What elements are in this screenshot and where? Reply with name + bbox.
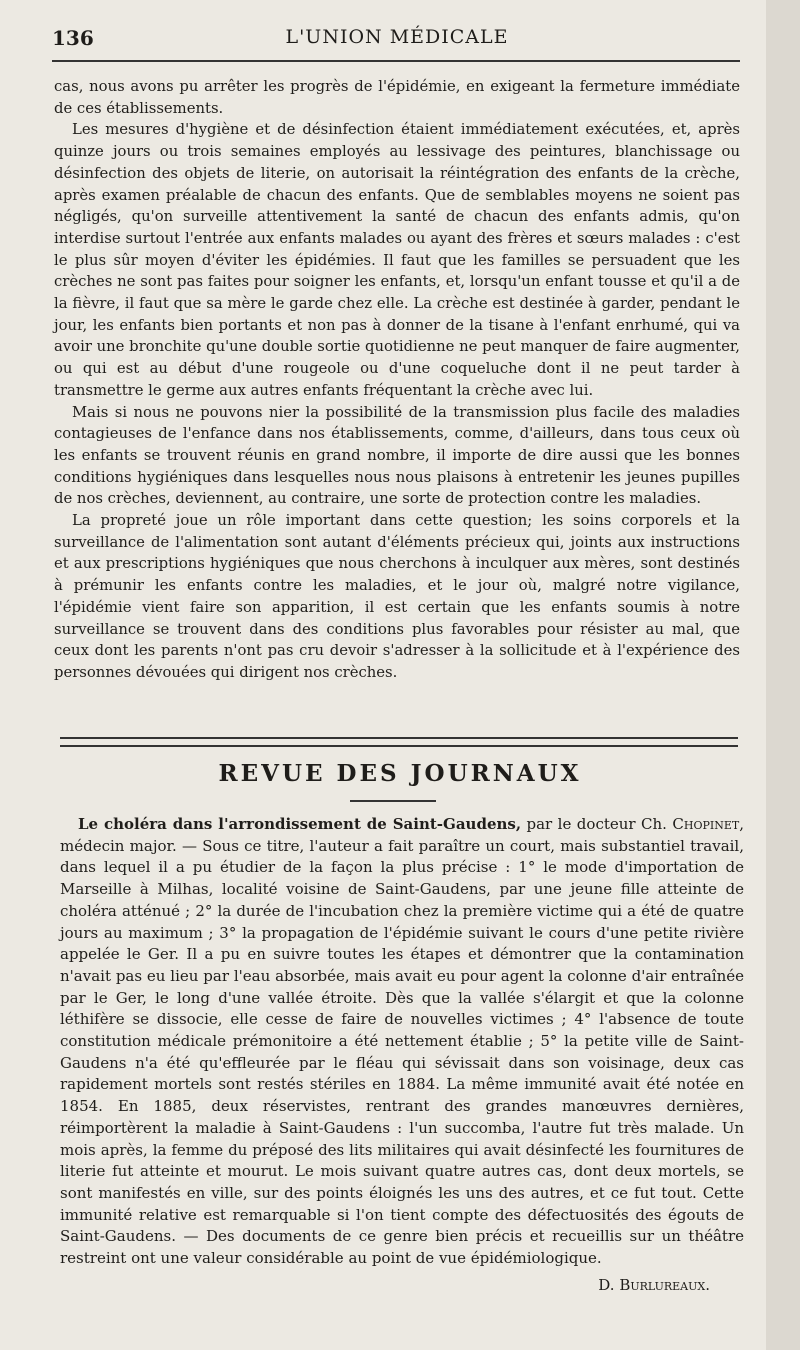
journal-review — [60, 814, 744, 1270]
running-head — [52, 22, 742, 52]
article-body — [54, 76, 740, 684]
review-paragraph — [60, 814, 744, 1270]
review-body: , médecin major. — Sous ce titre, l'auteur a fait paraître un court, mais substantiel travail, dans lequel il a pu étudier de la façon la plus précise : 1° le mode d'importation de Marseille à Milhas, localité voisine de Saint-Gaudens, par une jeune fille atteinte de choléra atténué ; 2° la durée de l'incubation chez la première victime qui a été de quatre jours au maximum ; 3° la propagation de l'épidémie suivant le cours d'une petite rivière appelée le Ger. Il a pu en suivre toutes les étapes et démontrer que la contamination n'avait pas eu lieu par l'eau absorbée, mais avait eu pour agent la colonne d'air entraînée par le Ger, le long d'une vallée étroite. Dès que la vallée s'élargit et que la colonne léthifère se dissocie, elle cesse de faire de nouvelles victimes ; 4° l'absence de toute constitution médicale prémonitoire a été nettement établie ; 5° la petite ville de Saint-Gaudens n'a été qu'effleurée par le fléau qui sévissait dans son voisinage, deux cas rapidement mortels sont restés stériles en 1884. La même immunité avait été notée en 1854. En 1885, deux réservistes, rentrant des grandes manœuvres dernières, réimportèrent la maladie à Saint-Gaudens : l'un succomba, l'autre fut très malade. Un mois après, la femme du préposé des lits militaires qui avait désinfecté les fournitures de literie fut atteinte et mourut. Le mois suivant quatre autres cas, dont deux mortels, se sont manifestés en ville, sur des points éloignés les uns des autres, et ce fut tout. Cette immunité relative est remarquable si l'on tient compte des défectuosités des égouts de Saint-Gaudens. — Des documents de ce genre bien précis et recueillis sur un théâtre restreint ont une valeur considérable au point de vue épidémiologique. — [60, 815, 744, 1268]
paragraph: La propreté joue un rôle important dans cette question; les soins corporels et la surveillance de l'alimentation sont autant d'éléments précieux qui, joints aux instructions et aux prescriptions hygiéniques que nous cherchons à inculquer aux mères, sont destinés à prémunir les enfants contre les maladies, et le jour où, malgré notre vigilance, l'épidémie vient faire son apparition, il est certain que les enfants soumis à notre surveillance se trouvent dans des conditions plus favorables pour résister au mal, que ceux dont les parents n'ont pas cru devoir s'adresser à la sollicitude et à l'expérience des personnes dévouées qui dirigent nos crèches. — [54, 512, 740, 681]
paragraph: Mais si nous ne pouvons nier la possibilité de la transmission plus facile des maladies contagieuses de l'enfance dans nos établissements, comme, d'ailleurs, dans tous ceux où les enfants se trouvent réunis en grand nombre, il importe de dire aussi que les bonnes conditions hygiéniques dans lesquelles nous nous plaisons à entretenir les jeunes pupilles de nos crèches, deviennent, au contraire, une sorte de protection contre les maladies. — [54, 403, 740, 508]
journal-title: L'UNION MÉDICALE — [285, 26, 509, 48]
signature-initial: D. — [598, 1276, 620, 1294]
heading-underline — [350, 800, 436, 802]
signature-name: Burlureaux. — [619, 1276, 710, 1294]
paragraph: cas, nous avons pu arrêter les progrès de l'épidémie, en exigeant la fermeture immédiate de ces établissements. — [54, 78, 740, 117]
header-rule — [52, 60, 740, 62]
review-intro: par le docteur Ch. — [521, 815, 673, 833]
page-edge — [766, 0, 800, 1350]
signature — [598, 1276, 710, 1294]
review-author: Chopinet — [672, 815, 740, 833]
page-number: 136 — [52, 26, 94, 50]
paragraph: Les mesures d'hygiène et de désinfection étaient immédiatement exécutées, et, après quinze jours ou trois semaines employés au lessivage des peintures, blanchissage ou désinfection des objets de literie, on autorisait la réintégration des enfants de la crèche, après examen préalable de chacun des enfants. Que de semblables moyens ne soient pas négligés, qu'on surveille attentivement la santé de chacun des enfants admis, qu'on interdise surtout l'entrée aux enfants malades ou ayant des frères et sœurs malades : c'est le plus sûr moyen d'éviter les épidémies. Il faut que les familles se persuadent que les crèches ne sont pas faites pour soigner les enfants, et, lorsqu'un enfant tousse et qu'il a de la fièvre, il faut que sa mère le garde chez elle. La crèche est destinée à garder, pendant le jour, les enfants bien portants et non pas à donner de la tisane à l'enfant enrhumé, qui va avoir une bronchite qu'une double sortie quotidienne ne peut manquer de faire augmenter, ou qui est au début d'une rougeole ou d'une coqueluche dont il ne peut tarder à transmettre le germe aux autres enfants fréquentant la crèche avec lui. — [54, 121, 740, 399]
review-title: Le choléra dans l'arrondissement de Saint-Gaudens, — [78, 815, 522, 833]
section-heading: REVUE DES JOURNAUX — [218, 760, 582, 787]
section-divider — [60, 737, 738, 747]
